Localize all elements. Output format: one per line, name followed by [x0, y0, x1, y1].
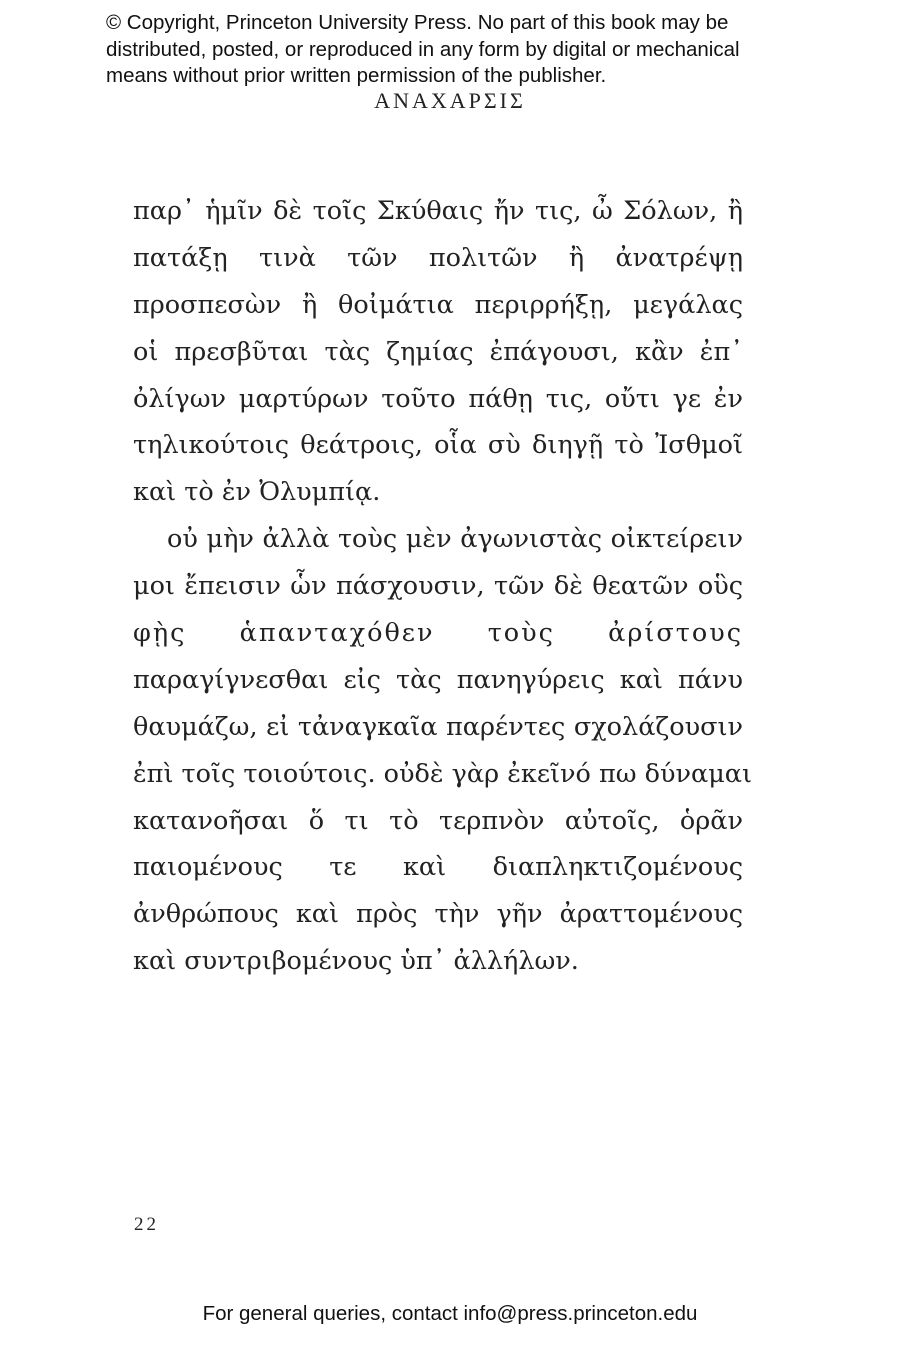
text-line: πατάξῃ τινὰ τῶν πολιτῶν ἢ ἀνατρέψῃ [133, 242, 743, 273]
running-head: ΑΝΑΧΑΡΣΙΣ [374, 88, 526, 113]
copyright-line: means without prior written permission of the publisher. [106, 64, 607, 87]
body-text [133, 188, 753, 985]
text-line: φῂς ἁπανταχόθεν τοὺς ἀρίστους [133, 618, 743, 649]
copyright-line: © Copyright, Princeton University Press. No part of this book may be [106, 11, 729, 34]
text-line: κατανοῆσαι ὅ τι τὸ τερπνὸν αὐτοῖς, ὁρᾶν [133, 805, 743, 836]
footer-contact: For general queries, contact info@press.princeton.edu [202, 1302, 698, 1325]
text-line: παραγίγνεσθαι εἰς τὰς πανηγύρεις καὶ πάνυ [133, 664, 743, 695]
text-line: καὶ συντριβομένους ὑπ᾽ ἀλλήλων. [133, 946, 579, 977]
text-line: οὐ μὴν ἀλλὰ τοὺς μὲν ἀγωνιστὰς οἰκτείρειν [167, 524, 743, 555]
page-number: 22 [134, 1214, 159, 1235]
copyright-notice [106, 10, 826, 90]
text-line: θαυμάζω, εἰ τἀναγκαῖα παρέντες σχολάζουσιν [133, 711, 743, 742]
copyright-line: distributed, posted, or reproduced in any form by digital or mechanical [106, 37, 740, 61]
text-line: προσπεσὼν ἢ θοἰμάτια περιρρήξῃ, μεγάλας [133, 289, 743, 320]
text-line: μοι ἔπεισιν ὧν πάσχουσιν, τῶν δὲ θεατῶν οὓς [133, 571, 743, 602]
text-line: οἱ πρεσβῦται τὰς ζημίας ἐπάγουσι, κἂν ἐπ᾽ [133, 336, 743, 367]
text-line: ἐπὶ τοῖς τοιούτοις. οὐδὲ γὰρ ἐκεῖνό πω δύναμαι [133, 758, 753, 789]
text-line: παρ᾽ ἡμῖν δὲ τοῖς Σκύθαις ἤν τις, ὦ Σόλων, ἢ [133, 196, 743, 226]
paragraph-1 [133, 188, 743, 516]
text-line: παιομένους τε καὶ διαπληκτιζομένους [133, 852, 743, 883]
text-line: ὀλίγων μαρτύρων τοῦτο πάθῃ τις, οὔτι γε ἐν [133, 383, 743, 414]
paragraph-2 [133, 516, 753, 985]
text-line: καὶ τὸ ἐν Ὀλυμπίᾳ. [133, 477, 381, 508]
text-line: τηλικούτοις θεάτροις, οἷα σὺ διηγῇ τὸ Ἰσθμοῖ [133, 430, 743, 461]
text-line: ἀνθρώπους καὶ πρὸς τὴν γῆν ἀραττομένους [133, 899, 743, 930]
